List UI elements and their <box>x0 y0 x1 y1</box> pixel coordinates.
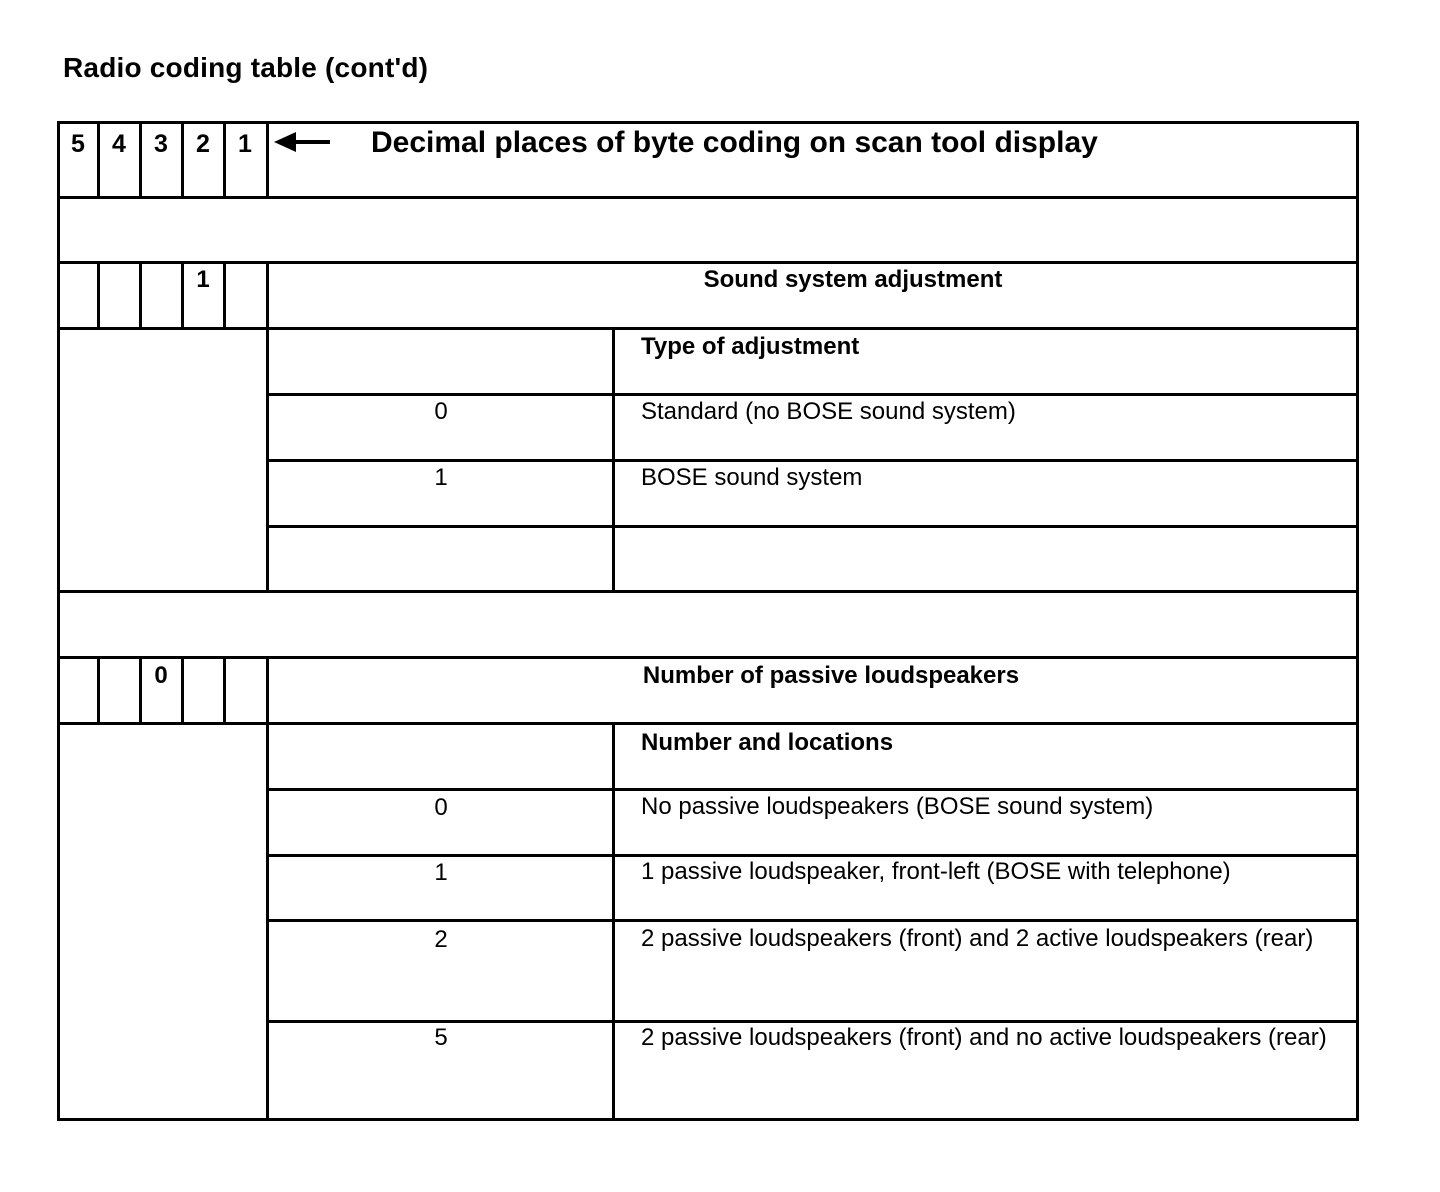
code-description: 2 passive loudspeakers (front) and no active loudspeakers (rear) <box>641 1024 1327 1051</box>
digit-separator <box>139 261 142 330</box>
code-value: 0 <box>434 794 448 821</box>
column-separator <box>266 656 269 1121</box>
code-value: 0 <box>434 398 448 425</box>
header-digit-3: 3 <box>154 130 168 158</box>
header-digit-4: 4 <box>112 130 126 158</box>
row-divider <box>57 261 1359 264</box>
header-digit-2: 2 <box>196 130 210 158</box>
column-separator <box>266 261 269 593</box>
code-description: 2 passive loudspeakers (front) and 2 active loudspeakers (rear) <box>641 925 1314 952</box>
byte-value-marker: 0 <box>154 662 168 689</box>
code-description: 1 passive loudspeaker, front-left (BOSE with telephone) <box>641 858 1231 885</box>
byte-value-marker: 1 <box>196 266 210 293</box>
code-value: 2 <box>434 926 448 953</box>
code-description: No passive loudspeakers (BOSE sound system) <box>641 793 1154 820</box>
row-divider <box>57 196 1359 199</box>
page-title: Radio coding table (cont'd) <box>63 52 429 83</box>
row-divider <box>266 525 1359 528</box>
section-subtitle: Type of adjustment <box>641 333 860 360</box>
code-value: 1 <box>434 859 448 886</box>
code-value: 5 <box>434 1024 448 1051</box>
row-divider <box>57 656 1359 659</box>
row-divider <box>57 590 1359 593</box>
table-border-left <box>57 121 60 1121</box>
code-value: 1 <box>434 464 448 491</box>
digit-separator <box>223 261 226 330</box>
section-subtitle: Number and locations <box>641 729 894 756</box>
digit-separator <box>97 656 100 725</box>
row-divider <box>57 327 1359 330</box>
table-border-bottom <box>57 1118 1359 1121</box>
code-description: Standard (no BOSE sound system) <box>641 398 1016 425</box>
table-border-top <box>57 121 1359 124</box>
code-description: BOSE sound system <box>641 464 863 491</box>
digit-separator <box>181 656 184 725</box>
section-title: Sound system adjustment <box>703 266 1003 293</box>
column-separator <box>612 722 615 1121</box>
digit-separator <box>223 656 226 725</box>
row-divider <box>57 722 1359 725</box>
header-text: Decimal places of byte coding on scan tool display <box>371 126 1098 159</box>
section-title: Number of passive loudspeakers <box>642 662 1020 689</box>
header-digit-1: 1 <box>238 130 252 158</box>
digit-separator <box>97 261 100 330</box>
header-digit-5: 5 <box>71 130 85 158</box>
left-arrow-icon <box>274 131 330 153</box>
column-separator <box>612 327 615 593</box>
column-separator <box>266 121 269 199</box>
